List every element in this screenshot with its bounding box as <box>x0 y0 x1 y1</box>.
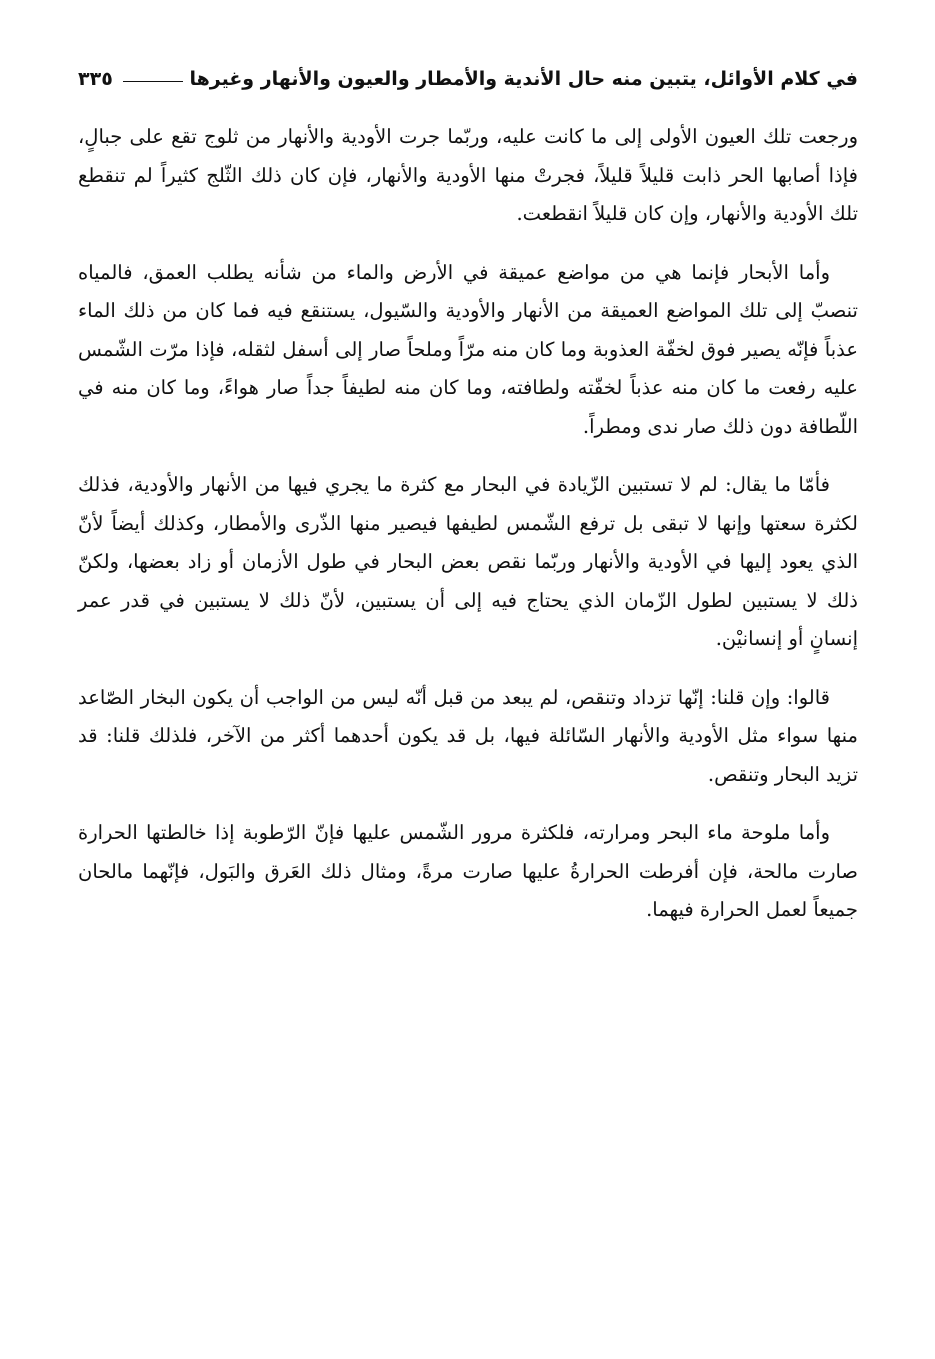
paragraph-3: فأمّا ما يقال: لم لا تستبين الزّيادة في البحار مع كثرة ما يجري فيها من الأنهار والأودية، فذلك لكثرة سعتها وإنها لا تبقى بل ترفع الشّمس لطيفها فيصير منها الذّرى والأمطار، وكذلك أيضاً لأنّ الذي يعود إليها في الأودية والأنهار وربّما نقص بعض البحار في طول الأزمان أو زاد بعضها، ولكنّ ذلك لا يستبين لطول الزّمان الذي يحتاج فيه إلى أن يستبين، لأنّ ذلك لا يستبين في قدر عمر إنسانٍ أو إنسانيْن. <box>78 473 858 650</box>
running-header <box>78 60 858 98</box>
header-rule <box>123 81 184 82</box>
paragraph-1: ورجعت تلك العيون الأولى إلى ما كانت عليه، وربّما جرت الأودية والأنهار من ثلوج تقع على جبالٍ، فإذا أصابها الحر ذابت قليلاً قليلاً، فجرتْ منها الأودية والأنهار، فإن كان ذلك الثّلج كثيراً لم تنقطع تلك الأودية والأنهار، وإن كان قليلاً انقطعت. <box>78 125 858 225</box>
page-number: ٣٣٥ <box>78 68 113 90</box>
body-text <box>78 118 858 950</box>
paragraph-2: وأما الأبحار فإنما هي من مواضع عميقة في الأرض والماء من شأنه يطلب العمق، فالمياه تنصبّ إلى تلك المواضع العميقة من الأنهار والأودية والسّيول، يستنقع فيه فما كان من ذلك الماء عذباً فإنّه يصير فوق لخفّة العذوبة وما كان منه مرّاً وملحاً صار إلى أسفل لثقله، فإذا مرّت الشّمس عليه رفعت ما كان منه عذباً لخفّته ولطافته، وما كان منه لطيفاً جداً صار هواءً، وما كان منه في اللّطافة دون ذلك صار ندى ومطراً. <box>78 260 858 438</box>
paragraph-4: قالوا: وإن قلنا: إنّها تزداد وتنقص، لم يبعد من قبل أنّه ليس من الواجب أن يكون البخار الصّاعد منها سواء مثل الأودية والأنهار السّائلة فيها، بل قد يكون أحدهما أكثر من الآخر، فلذلك قلنا: قد تزيد البحار وتنقص. <box>78 685 858 786</box>
running-title: في كلام الأوائل، يتبين منه حال الأندية والأمطار والعيون والأنهار وغيرها <box>189 68 858 90</box>
paragraph-5: وأما ملوحة ماء البحر ومرارته، فلكثرة مرور الشّمس عليها فإنّ الرّطوبة إذا خالطتها الحرارة صارت مالحة، فإن أفرطت الحرارةُ عليها صارت مرةً، ومثال ذلك العَرق والبَول، فإنّهما مالحان جميعاً لعمل الحرارة فيهما. <box>78 821 858 921</box>
